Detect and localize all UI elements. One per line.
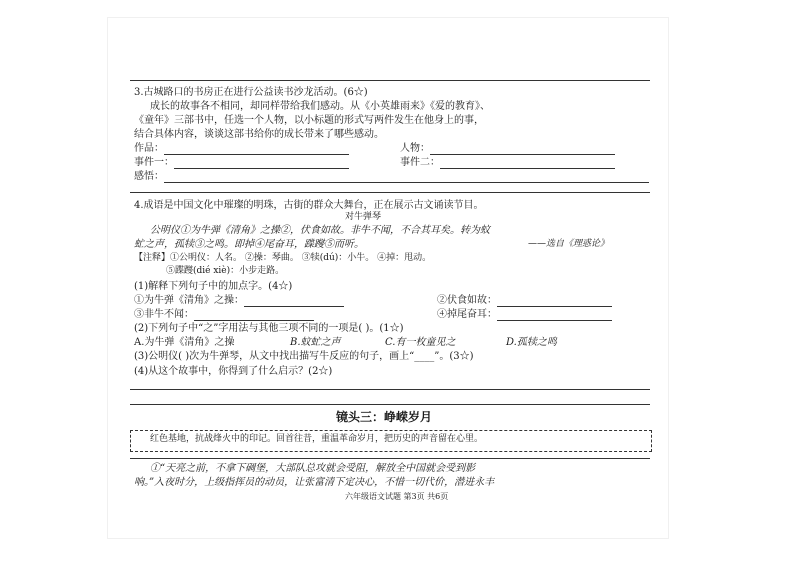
q4-sub1: (1)解释下列句子中的加点字。(4☆) <box>134 281 293 292</box>
q4-sub1-d[interactable] <box>437 309 612 321</box>
top-rule <box>130 80 650 81</box>
sub1-a-label: ①为牛弹《清角》之操： <box>134 295 244 306</box>
sub1-c-label: ③非牛不闻： <box>134 309 194 320</box>
event2-field[interactable] <box>400 157 615 169</box>
sub4-answer-line1[interactable] <box>130 389 650 390</box>
sub1-d-blank[interactable] <box>497 310 612 321</box>
section3-divider <box>130 458 650 459</box>
q4-sub4: (4)从这个故事中，你得到了什么启示？(2☆) <box>134 366 333 377</box>
person-label: 人物： <box>400 143 430 154</box>
section3-heading: 镜头三：峥嵘岁月 <box>336 410 433 424</box>
q4-source: ——选自《理惑论》 <box>528 239 610 249</box>
event2-label: 事件二： <box>400 157 440 168</box>
q4-poem-title: 对牛弹琴 <box>345 212 382 222</box>
q4-opt-d[interactable]: D.孤犊之鸣 <box>506 337 557 348</box>
page-footer: 六年级语文试题 第3页 共6页 <box>345 492 449 501</box>
feeling-blank[interactable] <box>164 172 649 183</box>
q3-intro-line3: 结合具体内容，谈谈这部书给你的成长带来了哪些感动。 <box>134 129 384 140</box>
event1-label: 事件一： <box>134 157 174 168</box>
q4-sub1-a[interactable] <box>134 295 344 307</box>
person-field[interactable] <box>400 143 615 155</box>
work-label: 作品： <box>134 143 164 154</box>
work-blank[interactable] <box>164 144 349 155</box>
q4-sub2: (2)下列句子中“之”字用法与其他三项不同的一项是( )。(1☆) <box>134 323 404 334</box>
sub1-a-blank[interactable] <box>244 296 344 307</box>
q4-title: 4.成语是中国文化中璀璨的明珠，古街的群众大舞台，正在展示古文诵读节目。 <box>134 200 484 211</box>
work-field[interactable] <box>134 143 349 155</box>
sub4-answer-line2[interactable] <box>130 404 650 405</box>
sub1-b-label: ②伏食如故： <box>437 295 497 306</box>
q4-opt-c[interactable]: C.有一枚童见之 <box>385 337 456 348</box>
event2-blank[interactable] <box>440 158 615 169</box>
q4-text-line1: 公明仪①为牛弹《清角》之操②，伏食如故。非牛不闻，不合其耳矣。转为蚊 <box>150 225 490 236</box>
sub1-c-blank[interactable] <box>194 310 314 321</box>
q4-note1: 【注释】①公明仪：人名。 ②操：琴曲。 ③犊(dú)：小牛。 ④掉：甩动。 <box>134 253 432 263</box>
q3-intro-line1: 成长的故事各不相同，却同样带给我们感动。从《小英雄雨来》《爱的教育》、 <box>150 101 490 112</box>
q4-opt-a[interactable]: A.为牛弹《清角》之操 <box>134 337 235 348</box>
q4-opt-b[interactable]: B.蚊虻之声 <box>290 337 341 348</box>
section3-para-line2: 响。”入夜时分，上级指挥员的动员，让张富清下定决心，不惜一切代价，潜进永丰 <box>134 477 495 488</box>
q3-intro-line2: 《童年》三部书中，任选一个人物，以小标题的形式写两件发生在他身上的事， <box>134 115 484 126</box>
feeling-blank-line2[interactable] <box>130 192 650 193</box>
section3-box-text: 红色基地，抗战烽火中的印记。回首往昔，重温革命岁月，把历史的声音留在心里。 <box>150 434 484 444</box>
sub1-b-blank[interactable] <box>497 296 612 307</box>
feeling-label: 感悟： <box>134 171 164 182</box>
person-blank[interactable] <box>430 144 615 155</box>
q4-sub1-b[interactable] <box>437 295 612 307</box>
event1-blank[interactable] <box>174 158 349 169</box>
section3-para-line1: ①“天亮之前，不拿下碉堡，大部队总攻就会受阻，解放全中国就会受到影 <box>150 463 476 474</box>
q4-text-line2: 虻之声，孤犊③之鸣。即掉④尾奋耳，蹀躞⑤而听。 <box>134 239 364 250</box>
event1-field[interactable] <box>134 157 349 169</box>
sub1-d-label: ④掉尾奋耳： <box>437 309 497 320</box>
q3-title: 3.古城路口的书房正在进行公益读书沙龙活动。(6☆) <box>134 87 368 98</box>
feeling-field[interactable] <box>134 171 649 183</box>
q4-note2: ⑤蹀躞(dié xiè)：小步走路。 <box>166 266 285 276</box>
q4-sub1-c[interactable] <box>134 309 314 321</box>
q4-sub3: (3)公明仪( )次为牛弹琴，从文中找出描写牛反应的句子，画上“____”。(3☆) <box>134 351 474 362</box>
